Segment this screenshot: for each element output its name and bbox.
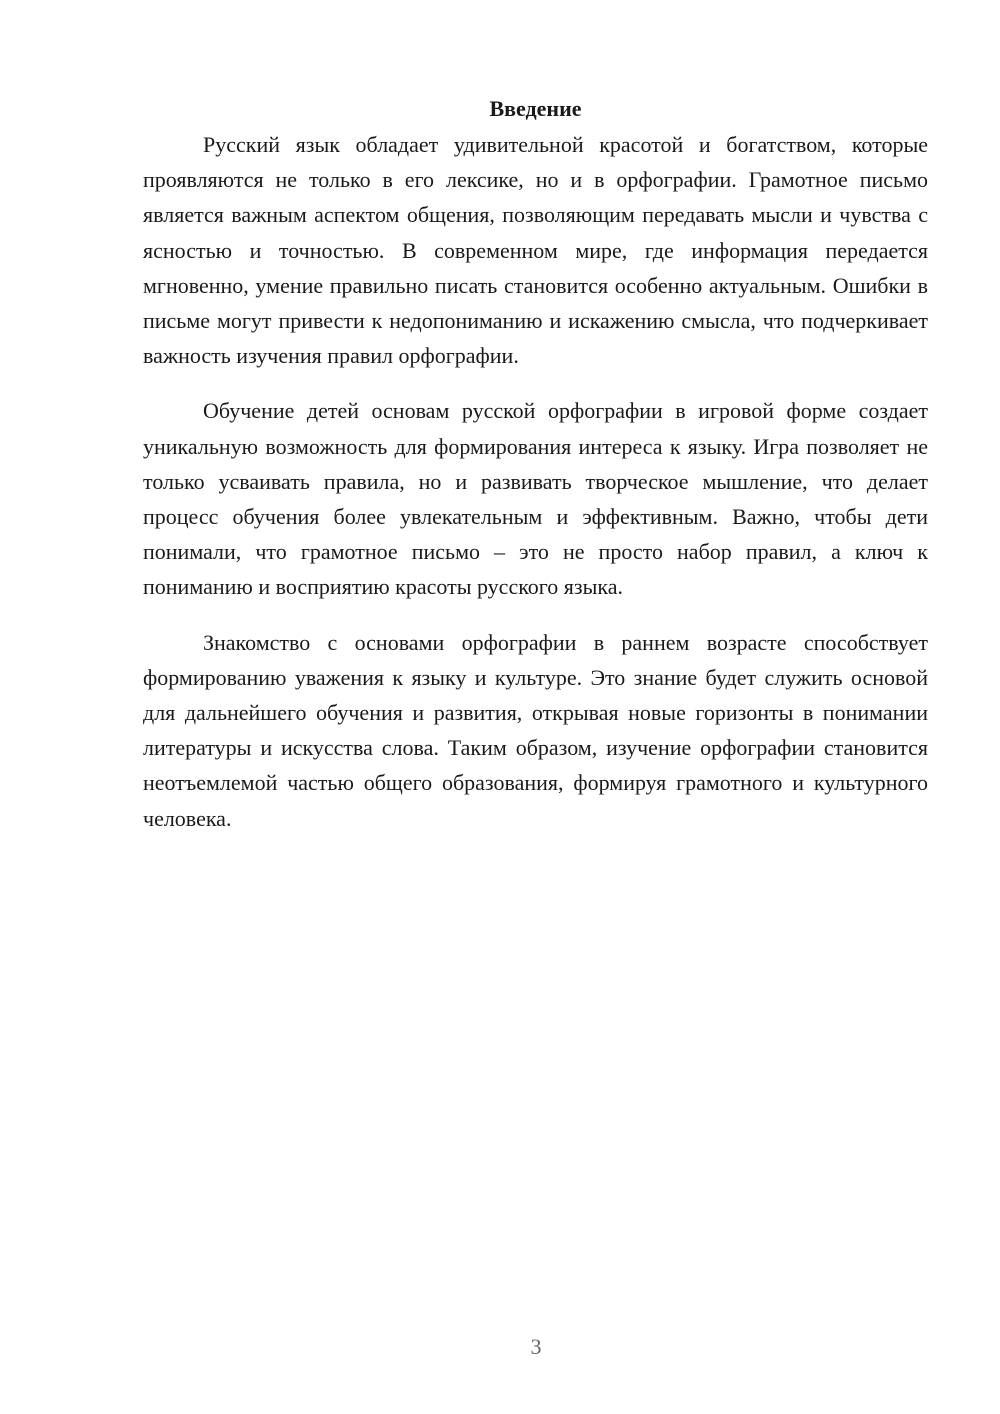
section-heading: Введение: [489, 96, 582, 121]
paragraph-1: Русский язык обладает удивительной красотой и богатством, которые проявляются не только в его лексике, но и в орфографии. Грамотное письмо является важным аспектом общения, позволяющим передавать мысли и чувства с ясностью и точностью. В современном мире, где информация передается мгновенно, умение правильно писать становится особенно актуальным. Ошибки в письме могут привести к недопониманию и искажению смысла, что подчеркивает важность изучения правил орфографии.: [143, 132, 928, 369]
paragraph-3: Знакомство с основами орфографии в раннем возрасте способствует формированию уважения к языку и культуре. Это знание будет служить основой для дальнейшего обучения и развития, открывая новые горизонты в понимании литературы и искусства слова. Таким образом, изучение орфографии становится неотъемлемой частью общего образования, формируя грамотного и культурного человека.: [143, 629, 928, 831]
page-number: 3: [530, 1334, 542, 1359]
paragraph-2: Обучение детей основам русской орфографии в игровой форме создает уникальную возможность для формирования интереса к языку. Игра позволяет не только усваивать правила, но и развивать творческое мышление, что делает процесс обучения более увлекательным и эффективным. Важно, чтобы дети понимали, что грамотное письмо – это не просто набор правил, а ключ к пониманию и восприятию красоты русского языка.: [143, 398, 928, 600]
page-content: [143, 92, 928, 856]
